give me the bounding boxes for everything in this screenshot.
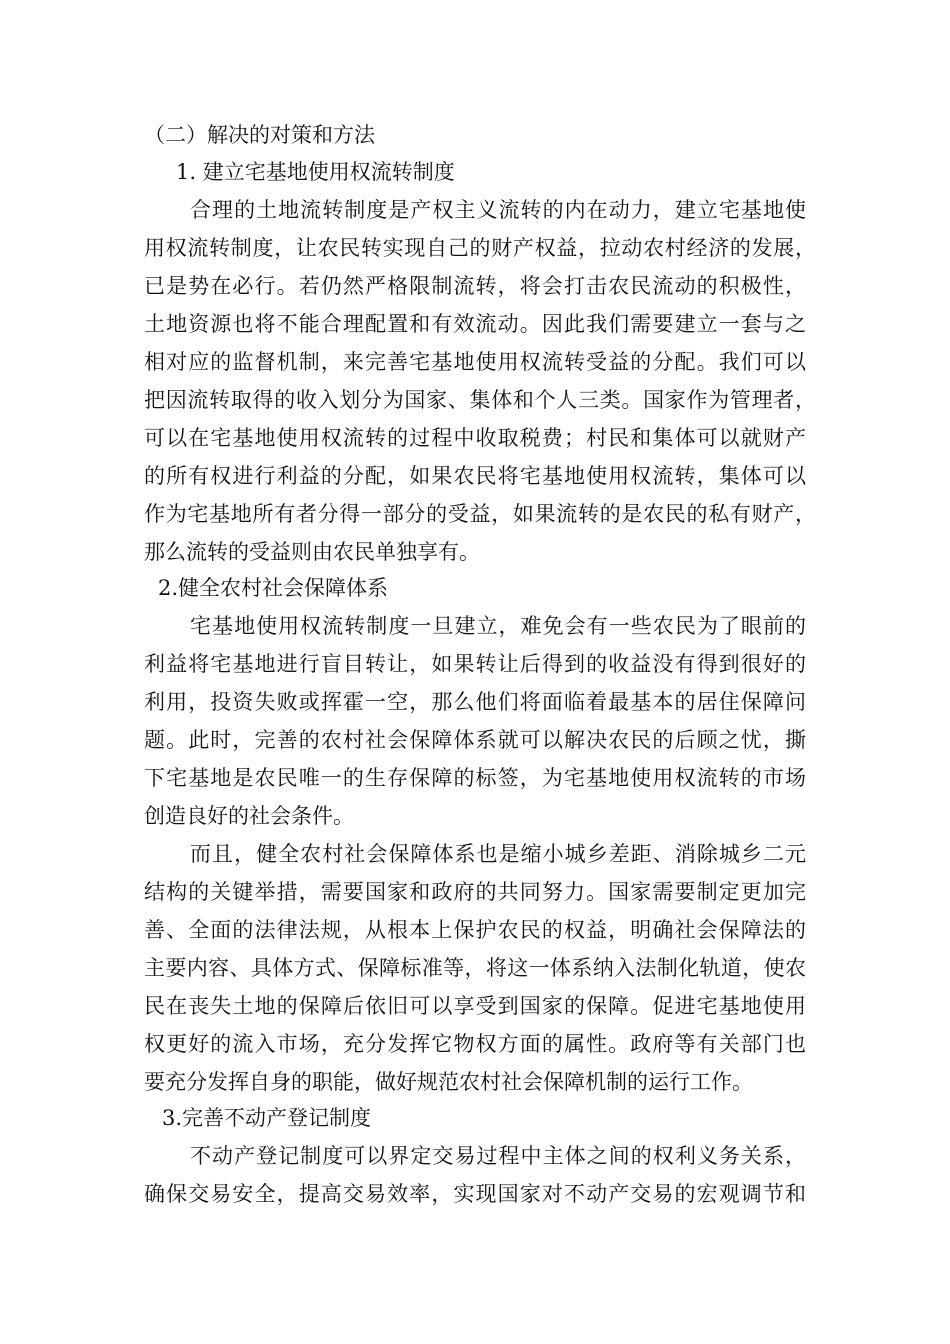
paragraph-3-line-5: 民在丧失土地的保障后依旧可以享受到国家的保障。促进宅基地使用: [144, 994, 806, 1018]
paragraph-4-line-2: 确保交易安全，提高交易效率，实现国家对不动产交易的宏观调节和: [144, 1182, 806, 1206]
paragraph-2-line-6: 创造良好的社会条件。: [144, 804, 354, 828]
paragraph-1-line-5: 相对应的监督机制，来完善宅基地使用权流转受益的分配。我们可以: [144, 350, 806, 374]
paragraph-1-line-4: 土地资源也将不能合理配置和有效流动。因此我们需要建立一套与之: [144, 312, 806, 336]
paragraph-2-line-3: 利用，投资失败或挥霍一空，那么他们将面临着最基本的居住保障问: [144, 690, 806, 714]
paragraph-2-line-2: 利益将宅基地进行盲目转让，如果转让后得到的收益没有得到很好的: [144, 652, 806, 676]
paragraph-3-line-7: 要充分发挥自身的职能，做好规范农村社会保障机制的运行工作。: [144, 1070, 753, 1094]
paragraph-2-line-4: 题。此时，完善的农村社会保障体系就可以解决农民的后顾之忧，撕: [144, 728, 806, 752]
paragraph-1-line-10: 那么流转的受益则由农民单独享有。: [144, 540, 480, 564]
paragraph-3-line-3: 善、全面的法律法规，从根本上保护农民的权益，明确社会保障法的: [144, 918, 806, 942]
paragraph-1-line-8: 的所有权进行利益的分配，如果农民将宅基地使用权流转，集体可以: [144, 464, 806, 488]
paragraph-4-line-1: 不动产登记制度可以界定交易过程中主体之间的权利义务关系，: [190, 1144, 806, 1168]
paragraph-3-line-6: 权更好的流入市场，充分发挥它物权方面的属性。政府等有关部门也: [144, 1032, 806, 1056]
paragraph-1-line-2: 用权流转制度，让农民转实现自己的财产权益，拉动农村经济的发展，: [144, 236, 816, 260]
paragraph-2-line-1: 宅基地使用权流转制度一旦建立，难免会有一些农民为了眼前的: [190, 614, 806, 638]
subsection-heading-2: 2.健全农村社会保障体系: [158, 576, 389, 600]
paragraph-1-line-1: 合理的土地流转制度是产权主义流转的内在动力，建立宅基地使: [190, 198, 806, 222]
paragraph-3-line-1: 而且，健全农村社会保障体系也是缩小城乡差距、消除城乡二元: [190, 842, 806, 866]
subsection-heading-1: 1. 建立宅基地使用权流转制度: [176, 160, 455, 184]
paragraph-3-line-2: 结构的关键举措，需要国家和政府的共同努力。国家需要制定更加完: [144, 880, 806, 904]
paragraph-3-line-4: 主要内容、具体方式、保障标准等，将这一体系纳入法制化轨道，使农: [144, 956, 806, 980]
paragraph-1-line-9: 作为宅基地所有者分得一部分的受益，如果流转的是农民的私有财产，: [144, 502, 816, 526]
paragraph-1-line-7: 可以在宅基地使用权流转的过程中收取税费；村民和集体可以就财产: [144, 426, 806, 450]
subsection-heading-3: 3.完善不动产登记制度: [162, 1106, 372, 1130]
paragraph-2-line-5: 下宅基地是农民唯一的生存保障的标签，为宅基地使用权流转的市场: [144, 766, 806, 790]
paragraph-1-line-3: 已是势在必行。若仍然严格限制流转，将会打击农民流动的积极性，: [144, 274, 806, 298]
section-heading: （二）解决的对策和方法: [144, 123, 375, 147]
paragraph-1-line-6: 把因流转取得的收入划分为国家、集体和个人三类。国家作为管理者，: [144, 388, 816, 412]
